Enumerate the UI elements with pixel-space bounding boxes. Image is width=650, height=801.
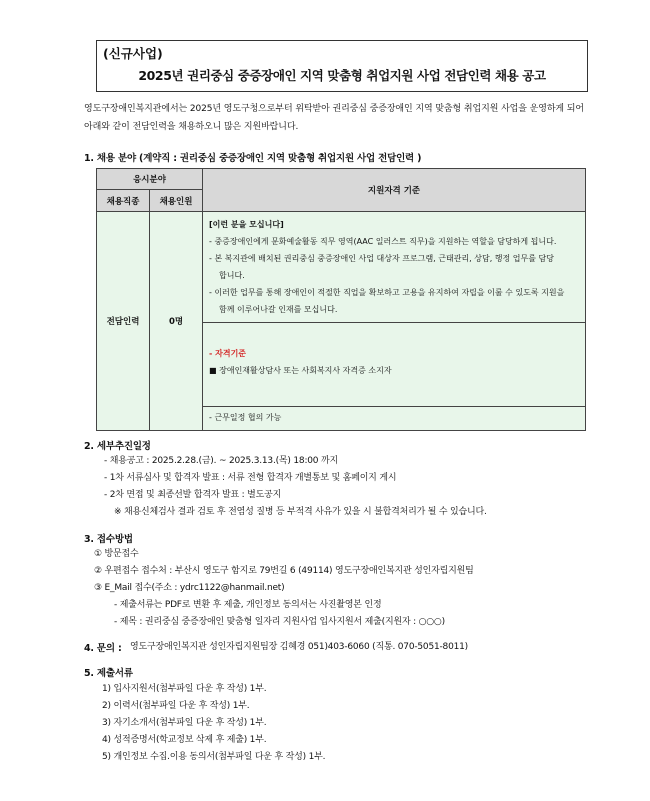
- schedule-line: - 2차 면접 및 최종선발 합격자 발표 : 별도공지: [104, 490, 282, 500]
- schedule-note: ※ 채용신체검사 결과 검토 후 전염성 질병 등 부적격 사유가 있을 시 불합격처리가 될 수 있습니다.: [114, 507, 487, 517]
- header-job-type: 채용직종: [97, 190, 150, 212]
- seeking-line: 합니다.: [219, 271, 245, 280]
- seeking-line: - 중증장애인에게 문화예술활동 직무 영역(AAC 일러스트 직무)을 지원하는 역할을 담당하게 됩니다.: [209, 237, 557, 246]
- new-project-tag: (신규사업): [103, 46, 163, 61]
- seeking-line: - 이러한 업무를 통해 장애인이 적절한 직업을 확보하고 고용을 유지하여 자립을 이룰 수 있도록 지원을: [209, 288, 565, 297]
- page-title: 2025년 권리중심 중증장애인 지역 맞춤형 취업지원 사업 전담인력 채용 공고: [138, 68, 546, 83]
- application-line: ② 우편접수 접수처 : 부산시 영도구 함지로 79번길 6 (49114) 영도구장애인복지관 성인자립지원팀: [94, 566, 474, 576]
- recruitment-table: [96, 168, 586, 431]
- schedule-line: - 채용공고 : 2025.2.28.(금). ~ 2025.3.13.(목) 18:00 까지: [104, 456, 338, 466]
- contact-text: 영도구장애인복지관 성인자립지원팀장 김혜경 051)403-6060 (직통. 070-5051-8011): [130, 642, 468, 652]
- application-line: - 제출서류는 PDF로 변환 후 제출, 개인정보 동의서는 사진촬영본 인정: [114, 600, 382, 610]
- schedule-line: - 1차 서류심사 및 합격자 발표 : 서류 전형 합격자 개별통보 및 홈페이지 게시: [104, 473, 397, 483]
- document-item: 3) 자기소개서(첨부파일 다운 후 작성) 1부.: [102, 718, 267, 728]
- work-schedule-line: - 근무일정 협의 가능: [209, 413, 282, 422]
- title-box: [96, 40, 588, 92]
- section2-heading: 2. 세부추진일정: [84, 441, 151, 452]
- seeking-heading: [이런 분을 모십니다]: [209, 220, 284, 229]
- section3-heading: 3. 접수방법: [84, 534, 133, 545]
- job-type-cell: 전담인력: [97, 212, 150, 431]
- document-item: 2) 이력서(첨부파일 다운 후 작성) 1부.: [102, 701, 250, 711]
- application-line: - 제목 : 권리중심 중증장애인 맞춤형 일자리 지원사업 입사지원서 제출(지원자 : ○○○): [114, 617, 445, 627]
- seeking-line: - 본 복지관에 배치된 권리중심 중증장애인 사업 대상자 프로그램, 근태관리, 상담, 행정 업무를 담당: [209, 254, 554, 263]
- qualification-line: ■ 장애인재활상담사 또는 사회복지사 자격증 소지자: [209, 366, 392, 375]
- intro-paragraph: 영도구장애인복지관에서는 2025년 영도구청으로부터 위탁받아 권리중심 중증장애인 지역 맞춤형 취업지원 사업을 운영하게 되어 아래와 같이 전담인력을 채용하오니 많은 지원바랍니다.: [84, 104, 584, 132]
- seeking-line: 함께 이루어나갈 인재를 모십니다.: [219, 305, 338, 314]
- header-field: 응시분야: [97, 169, 203, 190]
- section4-heading: 4. 문의 :: [84, 643, 122, 654]
- qualification-heading: - 자격기준: [209, 349, 247, 358]
- section1-heading: 1. 채용 분야 (계약직 : 권리중심 중증장애인 지역 맞춤형 취업지원 사업 전담인력 ): [84, 153, 422, 164]
- seeking-cell: [203, 212, 586, 323]
- application-line: ③ E_Mail 접수(주소 : ydrc1122@hanmail.net): [94, 583, 285, 593]
- document-item: 4) 성적증명서(학교정보 삭제 후 제출) 1부.: [102, 735, 267, 745]
- document-item: 5) 개인정보 수집.이용 동의서(첨부파일 다운 후 작성) 1부.: [102, 752, 326, 762]
- header-qualification: 지원자격 기준: [203, 169, 586, 212]
- head-count-cell: 0명: [150, 212, 203, 431]
- qualification-cell: [203, 323, 586, 407]
- application-line: ① 방문접수: [94, 549, 139, 559]
- work-schedule-cell: [203, 407, 586, 431]
- document-item: 1) 입사지원서(첨부파일 다운 후 작성) 1부.: [102, 684, 267, 694]
- header-head-count: 채용인원: [150, 190, 203, 212]
- section5-heading: 5. 제출서류: [84, 668, 133, 679]
